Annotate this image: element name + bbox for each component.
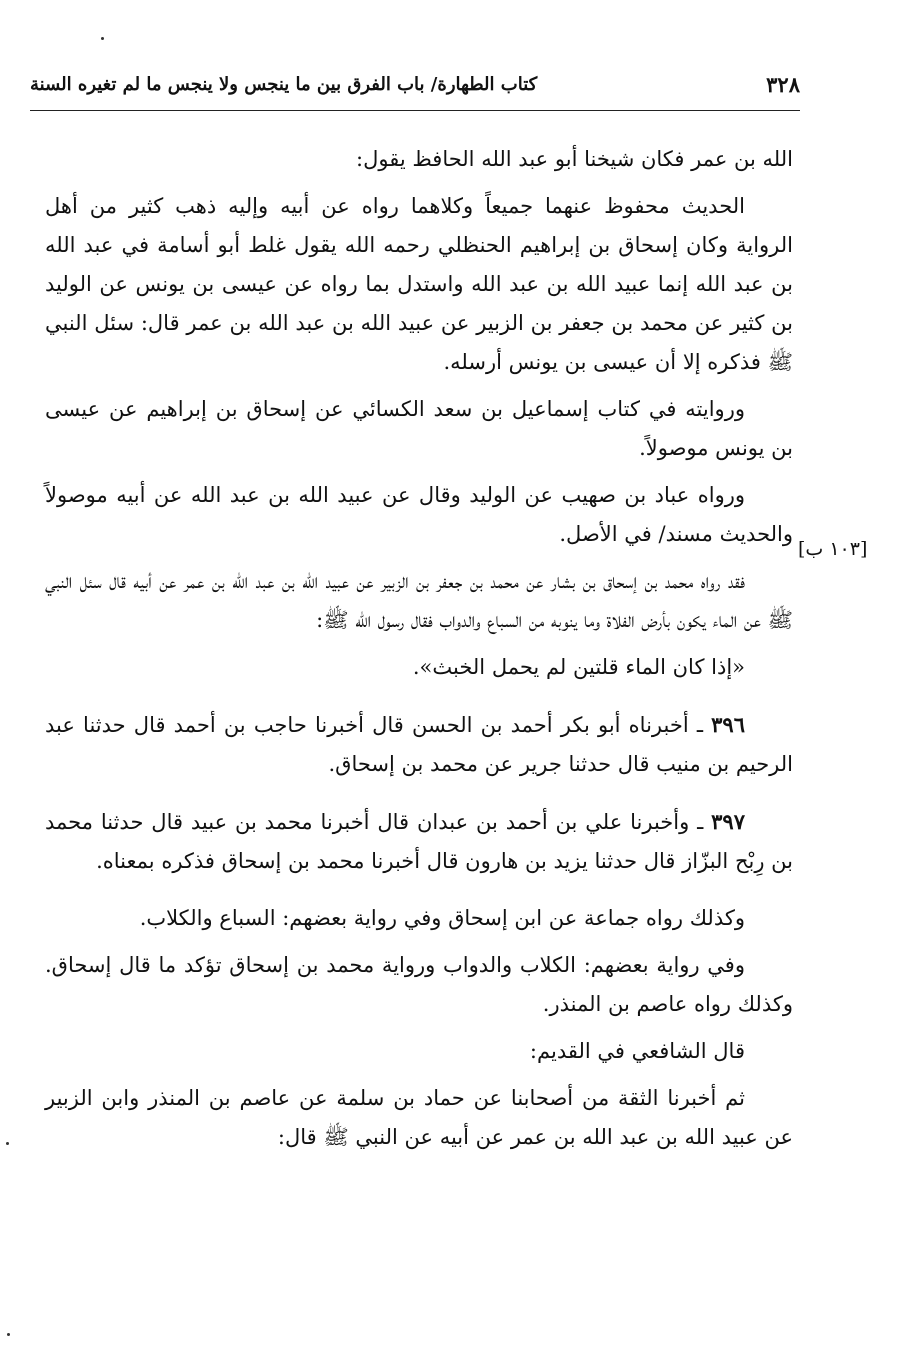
paragraph: وروايته في كتاب إسماعيل بن سعد الكسائي عن إسحاق بن إبراهيم عن عيسى بن يونس موصولاً.: [45, 397, 793, 460]
page-number: ٣٢٨: [766, 72, 800, 97]
paragraph: الحديث محفوظ عنهما جميعاً وكلاهما رواه عن أبيه وإليه ذهب كثير من أهل الرواية وكان إسحاق بن إبراهيم الحنظلي رحمه الله يقول غلط أبو أسامة في عبد الله بن عبد الله إنما عبيد الله بن عبد الله واستدل بما رواه عن عيسى بن يونس عن الوليد بن كثير عن محمد بن جعفر بن الزبير عن عبيد الله بن عبد الله بن عمر قال: سئل النبي ﷺ فذكره إلا أن عيسى بن يونس أرسله.: [45, 194, 793, 374]
paragraph: وفي رواية بعضهم: الكلاب والدواب ورواية محمد بن إسحاق تؤكد ما قال إسحاق. وكذلك رواه عاصم بن المنذر.: [45, 953, 793, 1016]
paragraph: ثم أخبرنا الثقة من أصحابنا عن حماد بن سلمة عن عاصم بن المنذر وابن الزبير عن عبيد الله بن عبد الله بن عمر عن أبيه عن النبي ﷺ قال:: [45, 1086, 793, 1149]
paragraph: وكذلك رواه جماعة عن ابن إسحاق وفي رواية بعضهم: السباع والكلاب.: [139, 906, 745, 930]
numbered-paragraph: [45, 802, 793, 881]
paragraph: قال الشافعي في القديم:: [529, 1039, 745, 1063]
hadith-number: ٣٩٧: [711, 809, 745, 834]
numbered-paragraph: [45, 705, 793, 784]
paragraph: فقد رواه محمد بن إسحاق بن بشار عن محمد بن جعفر بن الزبير عن عبيد الله بن عبد الله بن عمر عن أبيه قال سئل النبي ﷺ عن الماء يكون بأرض الفلاة وما ينوبه من السباع والدواب فقال رسول الله ﷺ:: [45, 569, 793, 632]
header-rule: [30, 110, 800, 111]
paper-speck: [7, 1333, 10, 1336]
folio-marker: [١٠٣ ب]: [798, 538, 868, 560]
running-title: كتاب الطهارة/ باب الفرق بين ما ينجس ولا ينجس ما لم تغيره السنة: [30, 74, 538, 95]
paragraph-text: ـ أخبرناه أبو بكر أحمد بن الحسن قال أخبرنا حاجب بن أحمد قال حدثنا عبد الرحيم بن منيب قال حدثنا جرير عن محمد بن إسحاق.: [45, 713, 793, 776]
body-text: [45, 140, 793, 1165]
hadith-quote: «إذا كان الماء قلتين لم يحمل الخبث».: [412, 655, 745, 679]
paragraph: ورواه عباد بن صهيب عن الوليد وقال عن عبيد الله بن عبد الله عن أبيه موصولاً والحديث مسند/ في الأصل.: [45, 483, 793, 546]
paragraph: الله بن عمر فكان شيخنا أبو عبد الله الحافظ يقول:: [356, 147, 793, 171]
paragraph-text: ـ وأخبرنا علي بن أحمد بن عبدان قال أخبرنا محمد بن عبيد قال حدثنا محمد بن رِبْح البزّاز قال حدثنا يزيد بن هارون قال أخبرنا محمد بن إسحاق فذكره بمعناه.: [45, 810, 793, 873]
paper-speck: [101, 37, 104, 40]
hadith-number: ٣٩٦: [711, 712, 745, 737]
page-header: [30, 68, 800, 108]
paper-speck: [6, 1142, 9, 1145]
